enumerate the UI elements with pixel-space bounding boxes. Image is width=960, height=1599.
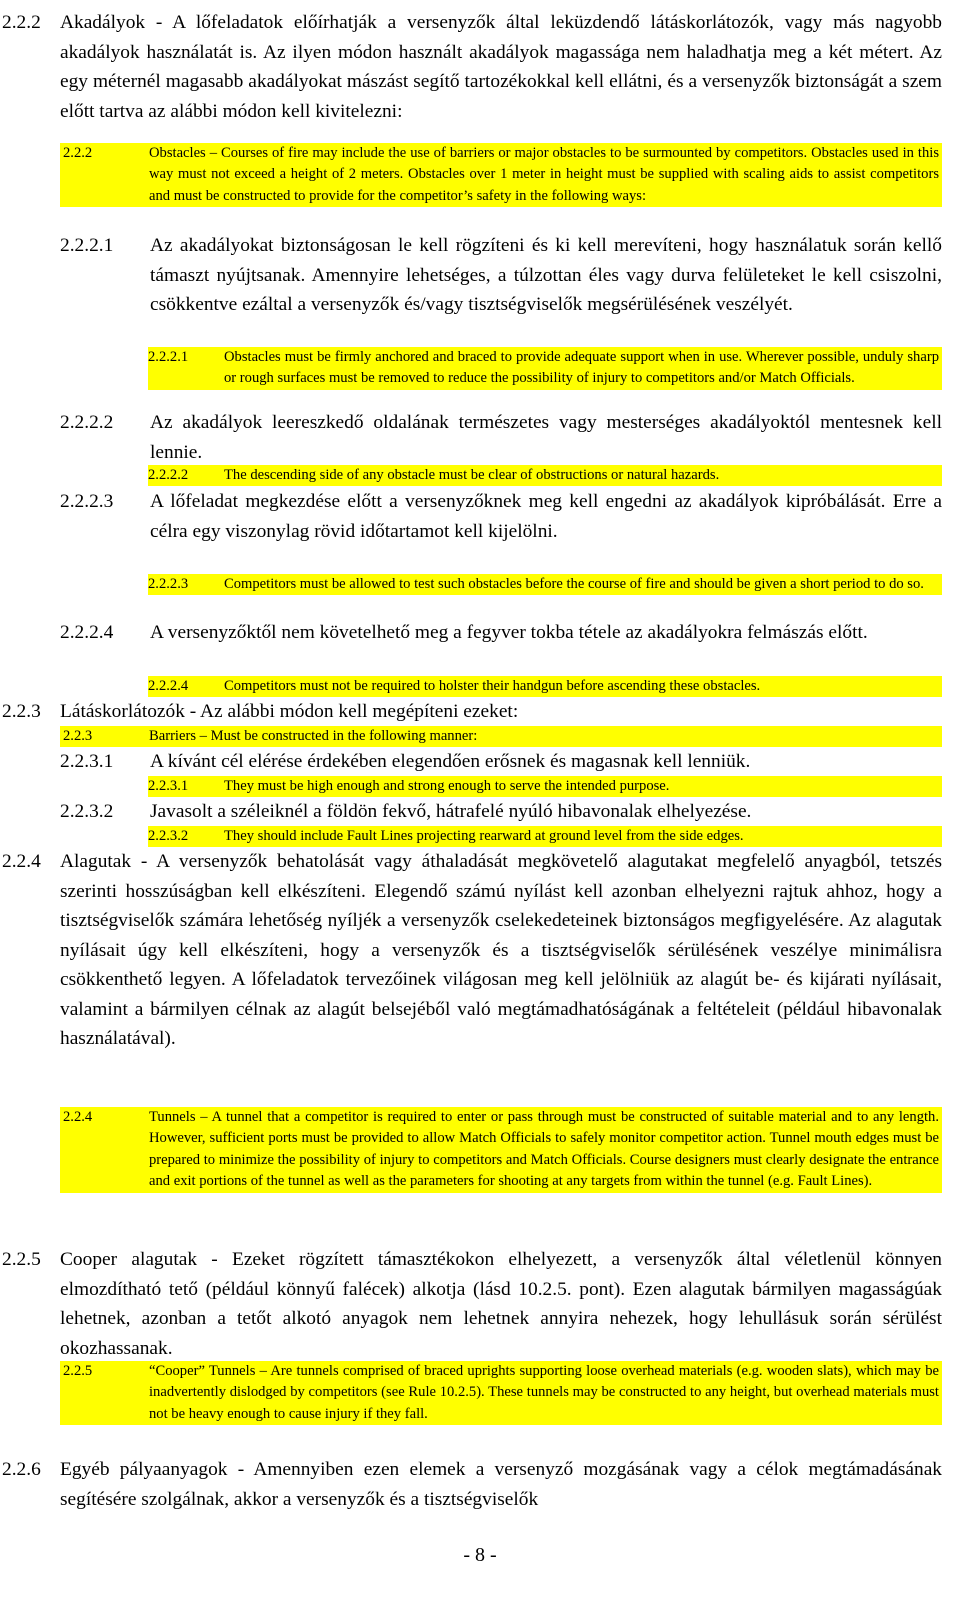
- note-text: “Cooper” Tunnels – Are tunnels comprised of braced uprights supporting loose overhead materials (e.g. wooden slats), which may be inadvertently dislodged by competitors (see Rule 10.2.5). These tunnels may be constructed to any height, but overhead materials must not be heavy enough to cause injury if they fall.: [149, 1363, 939, 1422]
- section-text: A kívánt cél elérése érdekében elegendően erősnek és magasnak kell lenniük.: [150, 751, 751, 772]
- section-2-2-2-1-en: [148, 347, 942, 390]
- note-text: Obstacles – Courses of fire may include the use of barriers or major obstacles to be surmounted by competitors. Obstacles used in this way must not exceed a height of 2 meters. Obstacles over 1 meter in height must be supplied with scaling aids to assist competitors and must be constructed to provide for the competitor’s safety in the following ways:: [149, 145, 939, 204]
- section-text: Alagutak - A versenyzők behatolását vagy áthaladását megkövetelő alagutakat megfelelő anyagból, tetszés szerinti hosszúságban kell elkészíteni. Elegendő számú nyílást kell azonban elhelyezni rajtuk ahhoz, hogy a tisztségviselők számára lehetőség nyíljék a versenyzők cselekedeteinek biztonságos megfigyelésére. Az alagutak nyílásait úgy kell elkészíteni, hogy a versenyzők és a tisztségviselők sérülésének veszélye minimálisra csökkenthető legyen. A lőfeladatok tervezőinek világosan meg kell jelölniük az alagút be- és kijárati nyílásait, valamint a bármilyen célnak az alagút belsejéből való megtámadhatóságának a feltételeit (például hibavonalak használatával).: [60, 851, 942, 1049]
- section-text: Az akadályokat biztonságosan le kell rögzíteni és ki kell merevíteni, hogy használatuk során kellő támaszt nyújtsanak. Amennyire lehetséges, a túlzottan éles vagy durva felületeket le kell csiszolni, csökkentve ezáltal a versenyzők és/vagy tisztségviselők megsérülésének veszélyét.: [150, 235, 942, 315]
- section-2-2-2-2-en: [148, 465, 942, 486]
- note-text: The descending side of any obstacle must be clear of obstructions or natural hazards.: [224, 467, 720, 483]
- section-2-2-2-en: [60, 143, 942, 207]
- section-2-2-3-2-hu: [60, 797, 942, 827]
- note-number: 2.2.3: [63, 728, 93, 744]
- section-text: Cooper alagutak - Ezeket rögzített támasztékokon elhelyezett, a versenyzők által véletlenül könnyen elmozdítható tető (például könnyű falécek) alkotja (lásd 10.2.5. pont). Ezen alagutak bármilyen magasságúak lehetnek, azonban a tetőt alkotó anyagok nem lehetnek annyira nehezek, hogy lehullásuk során sérülést okozhassanak.: [60, 1249, 942, 1359]
- section-text: Az akadályok leereszkedő oldalának természetes vagy mesterséges akadályoktól mentesnek kell lennie.: [150, 412, 942, 463]
- note-text: They should include Fault Lines projecting rearward at ground level from the side edges.: [224, 828, 744, 844]
- note-text: Tunnels – A tunnel that a competitor is required to enter or pass through must be constructed of suitable material and to any length. However, sufficient ports must be provided to allow Match Officials to safely monitor competitor action. Tunnel mouth edges must be prepared to minimize the possibility of injury to competitors and Match Officials. Course designers must clearly designate the entrance and exit portions of the tunnel as well as the parameters for shooting at any targets from within the tunnel (e.g. Fault Lines).: [149, 1109, 939, 1190]
- note-text: Competitors must not be required to holster their handgun before ascending these obstacles.: [224, 678, 761, 694]
- section-text: Akadályok - A lőfeladatok előírhatják a versenyzők által leküzdendő látáskorlátozók, vagy más nagyobb akadályok használatát is. Az ilyen módon használt akadályok magassága nem haladhatja meg a két métert. Az egy méternél magasabb akadályokat mászást segítő tartozékokkal kell ellátni, és a versenyzők biztonságát a szem előtt tartva az alábbi módon kell kivitelezni:: [60, 12, 942, 122]
- section-2-2-2-4-en: [148, 676, 942, 697]
- note-text: Obstacles must be firmly anchored and braced to provide adequate support when in use. Wherever possible, unduly sharp or rough surfaces must be removed to reduce the possibility of injury to competitors and/or Match Officials.: [224, 349, 939, 387]
- section-2-2-3-1-hu: [60, 747, 942, 777]
- section-2-2-2-4-hu: [60, 618, 942, 648]
- section-number: 2.2.2.2: [60, 412, 114, 433]
- section-2-2-5-en: [60, 1361, 942, 1425]
- section-text: A versenyzőktől nem követelhető meg a fegyver tokba tétele az akadályokra felmászás előtt.: [150, 622, 868, 643]
- section-2-2-6-hu: [2, 1455, 942, 1514]
- note-number: 2.2.2.2: [148, 467, 189, 483]
- note-text: Barriers – Must be constructed in the following manner:: [149, 728, 478, 744]
- section-number: 2.2.3.2: [60, 801, 114, 822]
- page-number: - 8 -: [463, 1544, 497, 1566]
- section-text: Látáskorlátozók - Az alábbi módon kell megépíteni ezeket:: [60, 701, 519, 722]
- note-text: They must be high enough and strong enough to serve the intended purpose.: [224, 778, 670, 794]
- section-2-2-4-en: [60, 1107, 942, 1193]
- note-number: 2.2.4: [63, 1109, 93, 1125]
- section-number: 2.2.4: [2, 851, 41, 872]
- note-text: Competitors must be allowed to test such obstacles before the course of fire and should be given a short period to do so.: [224, 576, 924, 592]
- section-2-2-2-3-en: [148, 574, 942, 595]
- section-2-2-2-3-hu: [60, 487, 942, 546]
- note-number: 2.2.3.2: [148, 828, 189, 844]
- section-2-2-3-2-en: [148, 826, 942, 847]
- section-2-2-2-2-hu: [60, 408, 942, 467]
- section-number: 2.2.5: [2, 1249, 41, 1270]
- section-text: Javasolt a széleiknél a földön fekvő, hátrafelé nyúló hibavonalak elhelyezése.: [150, 801, 752, 822]
- section-2-2-5-hu: [2, 1245, 942, 1363]
- section-number: 2.2.2.3: [60, 491, 114, 512]
- section-number: 2.2.2: [2, 12, 41, 33]
- note-number: 2.2.2: [63, 145, 93, 161]
- section-2-2-2-hu: [2, 8, 942, 126]
- section-2-2-3-en: [60, 726, 942, 747]
- section-number: 2.2.3.1: [60, 751, 114, 772]
- section-2-2-3-1-en: [148, 776, 942, 797]
- note-number: 2.2.2.3: [148, 576, 189, 592]
- section-number: 2.2.3: [2, 701, 41, 722]
- note-number: 2.2.2.4: [148, 678, 189, 694]
- section-text: A lőfeladat megkezdése előtt a versenyzőknek meg kell engedni az akadályok kipróbálását. Erre a célra egy viszonylag rövid időtartamot kell kijelölni.: [150, 491, 942, 542]
- note-number: 2.2.3.1: [148, 778, 189, 794]
- section-text: Egyéb pályaanyagok - Amennyiben ezen elemek a versenyző mozgásának vagy a célok megtámadásának segítésére szolgálnak, akkor a versenyzők és a tisztségviselők: [60, 1459, 942, 1510]
- section-2-2-4-hu: [2, 847, 942, 1054]
- section-number: 2.2.2.4: [60, 622, 114, 643]
- note-number: 2.2.5: [63, 1363, 93, 1379]
- note-number: 2.2.2.1: [148, 349, 189, 365]
- section-2-2-3-hu: [2, 697, 942, 727]
- section-number: 2.2.6: [2, 1459, 41, 1480]
- section-2-2-2-1-hu: [60, 231, 942, 320]
- section-number: 2.2.2.1: [60, 235, 114, 256]
